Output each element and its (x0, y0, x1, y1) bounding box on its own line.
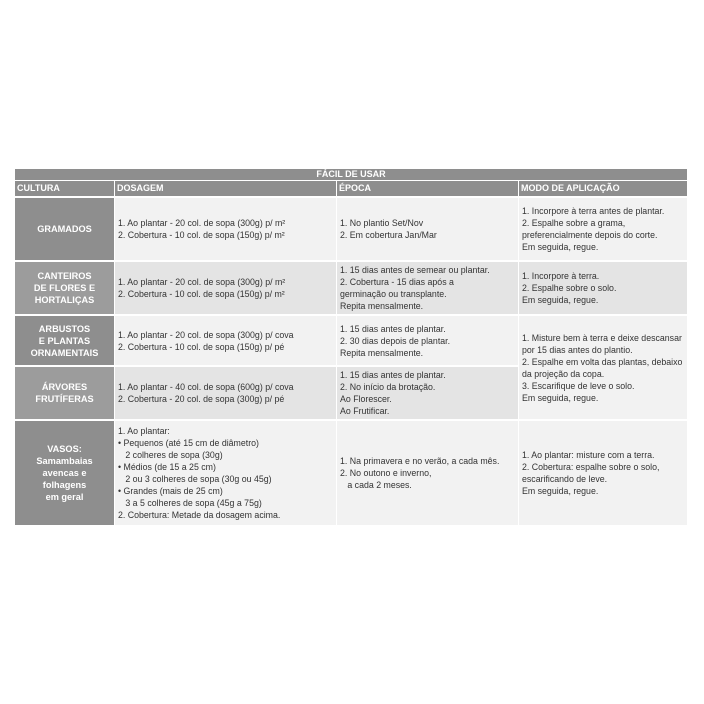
culture-cell: ARBUSTOS E PLANTAS ORNAMENTAIS (15, 316, 114, 365)
epoch-cell (336, 421, 518, 525)
epoch-line: 1. Na primavera e no verão, a cada mês. (340, 456, 500, 466)
header-epoca: ÉPOCA (336, 181, 518, 196)
dosage-line: 2. Cobertura: Metade da dosagem acima. (118, 510, 281, 520)
epoch-line: 2. No outono e inverno, (340, 468, 432, 478)
table-row (15, 316, 518, 365)
table-row (15, 365, 518, 419)
table-row (15, 419, 687, 525)
usage-table (15, 169, 687, 525)
culture-cell: ÁRVORES FRUTÍFERAS (15, 367, 114, 419)
mode-cell-shared (518, 316, 687, 419)
epoch-line: Repita mensalmente. (340, 301, 424, 311)
epoch-line: 2. 30 dias depois de plantar. (340, 335, 451, 346)
dosage-line: 2 colheres de sopa (30g) (118, 450, 223, 460)
epoch-cell (336, 367, 518, 419)
mode-line: 3. Escarifique de leve o solo. (522, 380, 635, 391)
dosage-line: 2. Cobertura - 20 col. de sopa (300g) p/ pé (118, 394, 285, 404)
dosage-line: • Pequenos (até 15 cm de diâmetro) (118, 438, 259, 448)
merged-rows-left (15, 316, 518, 419)
mode-cell (518, 262, 687, 314)
mode-cell (518, 198, 687, 260)
epoch-line: Ao Frutificar. (340, 406, 390, 416)
epoch-line: 2. Cobertura - 15 dias após a (340, 277, 454, 287)
mode-cell (518, 421, 687, 525)
table-row (15, 260, 687, 314)
mode-line: Em seguida, regue. (522, 486, 599, 496)
epoch-line: 2. Em cobertura Jan/Mar (340, 230, 437, 240)
epoch-line: 1. 15 dias antes de plantar. (340, 323, 446, 334)
epoch-line: germinação ou transplante. (340, 289, 447, 299)
mode-line: 1. Ao plantar: misture com a terra. (522, 450, 655, 460)
epoch-line: 2. No início da brotação. (340, 382, 436, 392)
table-row (15, 196, 687, 260)
epoch-cell (336, 316, 518, 365)
dosage-line: 2. Cobertura - 10 col. de sopa (150g) p/ pé (118, 341, 285, 352)
header-dosagem: DOSAGEM (114, 181, 336, 196)
epoch-line: a cada 2 meses. (340, 480, 412, 490)
culture-cell: GRAMADOS (15, 198, 114, 260)
epoch-line: 1. 15 dias antes de semear ou plantar. (340, 265, 490, 275)
mode-line: 2. Espalhe em volta das plantas, debaixo da projeção da copa. (522, 356, 683, 379)
dosage-line: 2. Cobertura - 10 col. de sopa (150g) p/ m² (118, 230, 285, 240)
dosage-cell (114, 421, 336, 525)
culture-cell: CANTEIROS DE FLORES E HORTALIÇAS (15, 262, 114, 314)
table-header (15, 180, 687, 196)
mode-line: 1. Incorpore à terra antes de plantar. (522, 206, 665, 216)
epoch-cell (336, 262, 518, 314)
mode-line: 2. Cobertura: espalhe sobre o solo, escarificando de leve. (522, 462, 660, 484)
dosage-line: 3 a 5 colheres de sopa (45g a 75g) (118, 498, 262, 508)
mode-line: 1. Incorpore à terra. (522, 271, 600, 281)
epoch-line: 1. 15 dias antes de plantar. (340, 370, 446, 380)
dosage-line: • Grandes (mais de 25 cm) (118, 486, 223, 496)
dosage-cell (114, 198, 336, 260)
epoch-line: Ao Florescer. (340, 394, 392, 404)
dosage-cell (114, 262, 336, 314)
dosage-line: 1. Ao plantar - 20 col. de sopa (300g) p/ m² (118, 277, 286, 287)
dosage-cell (114, 367, 336, 419)
header-cultura: CULTURA (17, 183, 60, 193)
table-title: FÁCIL DE USAR (15, 169, 687, 180)
merged-rows (15, 314, 687, 419)
dosage-line: • Médios (de 15 a 25 cm) (118, 462, 216, 472)
mode-line: 1. Misture bem à terra e deixe descansar por 15 dias antes do plantio. (522, 332, 682, 355)
mode-line: Em seguida, regue. (522, 392, 599, 403)
mode-line: 2. Espalhe sobre a grama, preferencialmente depois do corte. (522, 218, 658, 240)
dosage-cell (114, 316, 336, 365)
dosage-line: 2 ou 3 colheres de sopa (30g ou 45g) (118, 474, 272, 484)
mode-line: 2. Espalhe sobre o solo. (522, 283, 617, 293)
dosage-line: 1. Ao plantar - 20 col. de sopa (300g) p/ m² (118, 218, 286, 228)
dosage-line: 1. Ao plantar - 40 col. de sopa (600g) p/ cova (118, 382, 294, 392)
epoch-line: Repita mensalmente. (340, 347, 424, 358)
mode-line: Em seguida, regue. (522, 295, 599, 305)
dosage-line: 2. Cobertura - 10 col. de sopa (150g) p/ m² (118, 289, 285, 299)
dosage-line: 1. Ao plantar: (118, 426, 170, 436)
culture-cell: VASOS: Samambaias avencas e folhagens em geral (15, 421, 114, 525)
mode-line: Em seguida, regue. (522, 242, 599, 252)
epoch-cell (336, 198, 518, 260)
header-modo: MODO DE APLICAÇÃO (518, 181, 687, 196)
epoch-line: 1. No plantio Set/Nov (340, 218, 424, 228)
dosage-line: 1. Ao plantar - 20 col. de sopa (300g) p/ cova (118, 329, 294, 340)
